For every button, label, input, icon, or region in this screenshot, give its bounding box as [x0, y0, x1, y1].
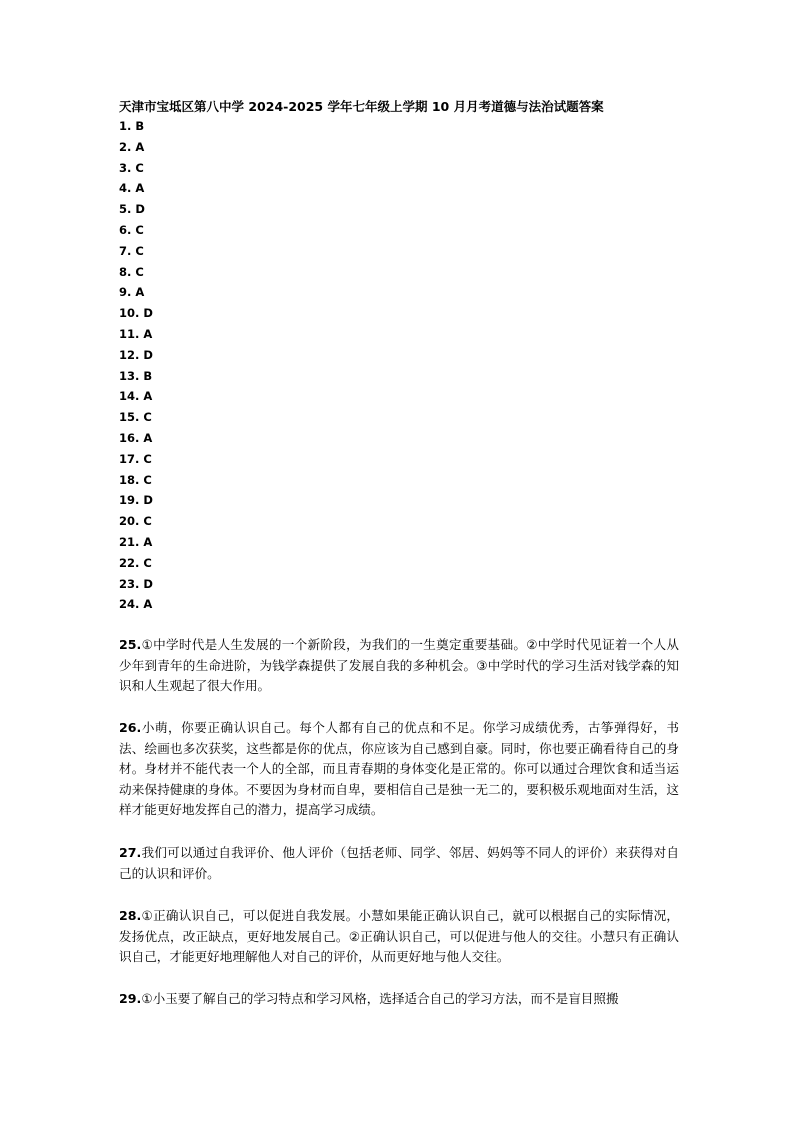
answer-number: 23. — [119, 576, 140, 591]
answer-number: 6. — [119, 222, 132, 237]
answer-number: 19. — [119, 493, 140, 508]
answer-choice: C — [135, 264, 144, 279]
answer-25 — [119, 635, 679, 697]
answer-item — [119, 366, 679, 387]
answer-list — [119, 116, 679, 615]
answer-choice: D — [143, 493, 153, 508]
answer-item — [119, 594, 679, 615]
answer-item — [119, 407, 679, 428]
answer-26 — [119, 718, 679, 821]
answer-text: ①小玉要了解自己的学习特点和学习风格，选择适合自己的学习方法，而不是盲目照搬 — [141, 991, 619, 1006]
answer-item — [119, 199, 679, 220]
answer-choice: A — [135, 285, 145, 300]
answer-number: 11. — [119, 326, 140, 341]
answer-choice: C — [143, 555, 152, 570]
answer-item — [119, 553, 679, 574]
question-number: 26. — [119, 720, 142, 735]
answer-item — [119, 470, 679, 491]
answer-number: 4. — [119, 181, 132, 196]
answer-choice: A — [143, 389, 153, 404]
answer-number: 2. — [119, 139, 132, 154]
answer-number: 13. — [119, 368, 140, 383]
answer-choice: C — [135, 222, 144, 237]
answer-item — [119, 574, 679, 595]
answer-item — [119, 241, 679, 262]
answer-item — [119, 428, 679, 449]
question-number: 29. — [119, 991, 142, 1006]
answer-number: 12. — [119, 347, 140, 362]
question-number: 27. — [119, 845, 142, 860]
answer-29 — [119, 989, 619, 1010]
answer-choice: C — [143, 410, 152, 425]
answer-choice: D — [143, 306, 153, 321]
answer-choice: C — [143, 451, 152, 466]
answer-item — [119, 386, 679, 407]
answer-item — [119, 158, 679, 179]
answer-item — [119, 511, 679, 532]
answer-choice: A — [135, 181, 145, 196]
answer-28 — [119, 906, 679, 968]
answer-item — [119, 116, 679, 137]
answer-choice: C — [135, 243, 144, 258]
answer-27 — [119, 843, 679, 884]
answer-number: 10. — [119, 306, 140, 321]
answer-number: 8. — [119, 264, 132, 279]
answer-choice: A — [143, 534, 153, 549]
answer-number: 17. — [119, 451, 140, 466]
answer-text: 我们可以通过自我评价、他人评价（包括老师、同学、邻居、妈妈等不同人的评价）来获得对自己的认识和评价。 — [119, 845, 679, 881]
answer-choice: C — [135, 160, 144, 175]
answer-text: ①中学时代是人生发展的一个新阶段，为我们的一生奠定重要基础。②中学时代见证着一个人从少年到青年的生命进阶，为钱学森提供了发展自我的多种机会。③中学时代的学习生活对钱学森的知识和人生观起了很大作用。 — [119, 637, 679, 693]
answer-number: 14. — [119, 389, 140, 404]
document-title: 天津市宝坻区第八中学 2024-2025 学年七年级上学期 10 月月考道德与法治试题答案 — [119, 99, 604, 114]
answer-item — [119, 324, 679, 345]
answer-text: 小萌，你要正确认识自己。每个人都有自己的优点和不足。你学习成绩优秀，古筝弹得好，书法、绘画也多次获奖，这些都是你的优点，你应该为自己感到自豪。同时，你也要正确看待自己的身材。身材并不能代表一个人的全部，而且青春期的身体变化是正常的。你可以通过合理饮食和适当运动来保持健康的身体。不要因为身材而自卑，要相信自己是独一无二的，要积极乐观地面对生活，这样才能更好地发挥自己的潜力，提高学习成绩。 — [119, 720, 679, 817]
answer-number: 24. — [119, 597, 140, 612]
answer-number: 5. — [119, 202, 132, 217]
answer-number: 22. — [119, 555, 140, 570]
answer-choice: D — [135, 202, 145, 217]
answer-number: 9. — [119, 285, 132, 300]
answer-choice: A — [143, 430, 153, 445]
answer-choice: C — [143, 472, 152, 487]
answer-number: 7. — [119, 243, 132, 258]
answer-item — [119, 449, 679, 470]
answer-choice: D — [143, 576, 153, 591]
answer-sheet — [119, 98, 679, 1006]
answer-item — [119, 532, 679, 553]
answer-text: ①正确认识自己，可以促进自我发展。小慧如果能正确认识自己，就可以根据自己的实际情况，发扬优点，改正缺点，更好地发展自己。②正确认识自己，可以促进与他人的交往。小慧只有正确认识自己，才能更好地理解他人对自己的评价，从而更好地与他人交往。 — [119, 908, 679, 964]
answer-choice: A — [143, 597, 153, 612]
answer-item — [119, 303, 679, 324]
answer-number: 21. — [119, 534, 140, 549]
question-number: 28. — [119, 908, 142, 923]
answer-choice: C — [143, 514, 152, 529]
answer-item — [119, 282, 679, 303]
answer-item — [119, 262, 679, 283]
answer-number: 16. — [119, 430, 140, 445]
answer-choice: A — [143, 326, 153, 341]
answer-choice: A — [135, 139, 145, 154]
answer-item — [119, 137, 679, 158]
answer-choice: B — [143, 368, 153, 383]
answer-item — [119, 345, 679, 366]
answer-item — [119, 490, 679, 511]
answer-number: 1. — [119, 119, 132, 133]
answer-item — [119, 220, 679, 241]
answer-item — [119, 178, 679, 199]
answer-choice: B — [135, 119, 145, 133]
answer-number: 3. — [119, 160, 132, 175]
answer-number: 15. — [119, 410, 140, 425]
answer-number: 18. — [119, 472, 140, 487]
answer-number: 20. — [119, 514, 140, 529]
answer-choice: D — [143, 347, 153, 362]
question-number: 25. — [119, 637, 142, 652]
